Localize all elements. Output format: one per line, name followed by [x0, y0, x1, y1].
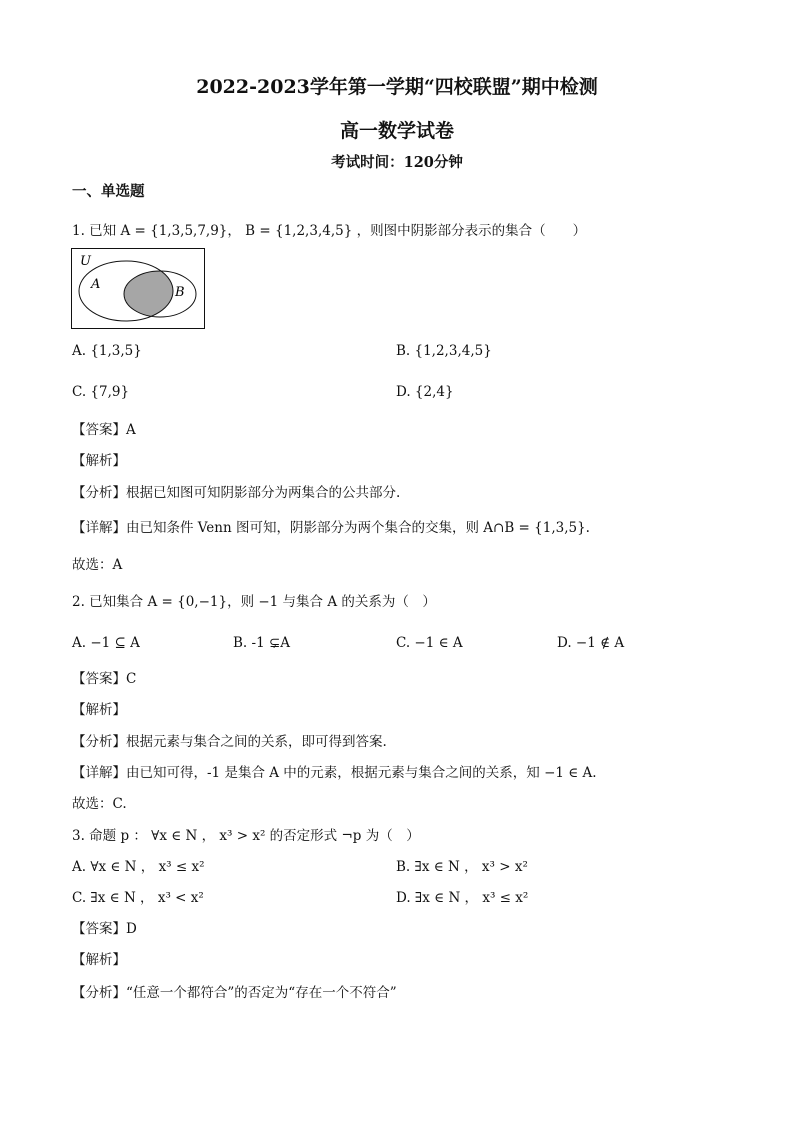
q1-option-b: B. {1,2,3,4,5} — [396, 343, 492, 359]
q3-analysis: 【解析】 — [72, 952, 126, 968]
section-heading: 一、单选题 — [72, 183, 145, 200]
q2-choice: 故选：C. — [72, 796, 127, 812]
exam-title: 2022-2023学年第一学期“四校联盟”期中检测 — [196, 76, 598, 98]
q2-answer: 【答案】C — [72, 671, 137, 687]
q1-fenxi: 【分析】根据已知图可知阴影部分为两集合的公共部分. — [72, 485, 401, 501]
q3-fenxi: 【分析】“任意一个都符合”的否定为“存在一个不符合” — [72, 985, 397, 1001]
exam-time: 考试时间：120分钟 — [331, 154, 463, 171]
q1-answer: 【答案】A — [72, 422, 136, 438]
q3-answer: 【答案】D — [72, 921, 137, 937]
q3-option-c: C. ∃x ∈ N ， x³ < x² — [72, 890, 204, 906]
q2-analysis: 【解析】 — [72, 702, 126, 718]
q3-option-b: B. ∃x ∈ N ， x³ > x² — [396, 859, 528, 875]
q1-analysis: 【解析】 — [72, 453, 126, 469]
question-2-stem: 2. 已知集合 A = {0,−1}，则 −1 与集合 A 的关系为（ ） — [72, 594, 436, 610]
venn-label-b: B — [175, 285, 185, 300]
venn-diagram — [71, 248, 205, 330]
q1-option-d: D. {2,4} — [396, 384, 454, 400]
venn-label-u: U — [80, 254, 91, 269]
q1-option-c: C. {7,9} — [72, 384, 130, 400]
q1-choice: 故选：A — [72, 557, 123, 573]
q1-option-a: A. {1,3,5} — [72, 343, 142, 359]
q2-option-a: A. −1 ⊆ A — [72, 635, 140, 651]
q2-option-b: B. -1 ⊊A — [233, 635, 291, 651]
q3-option-d: D. ∃x ∈ N ， x³ ≤ x² — [396, 890, 529, 906]
q2-detail: 【详解】由已知可得，-1 是集合 A 中的元素，根据元素与集合之间的关系，知 −1 ∈ A. — [72, 765, 597, 781]
q2-option-d: D. −1 ∉ A — [557, 635, 625, 651]
q3-option-a: A. ∀x ∈ N ， x³ ≤ x² — [72, 859, 205, 875]
q1-detail: 【详解】由已知条件 Venn 图可知，阴影部分为两个集合的交集，则 A∩B = {1,3,5}. — [72, 520, 590, 536]
q2-option-c: C. −1 ∈ A — [396, 635, 463, 651]
question-3-stem: 3. 命题 p ： ∀x ∈ N ， x³ > x² 的否定形式 ¬p 为（ ） — [72, 828, 420, 844]
venn-label-a: A — [91, 277, 101, 292]
q2-fenxi: 【分析】根据元素与集合之间的关系，即可得到答案. — [72, 734, 387, 750]
exam-subtitle: 高一数学试卷 — [339, 120, 454, 142]
question-1-stem: 1. 已知 A = {1,3,5,7,9}， B = {1,2,3,4,5} ，则图中阴影部分表示的集合（ ） — [72, 223, 587, 239]
